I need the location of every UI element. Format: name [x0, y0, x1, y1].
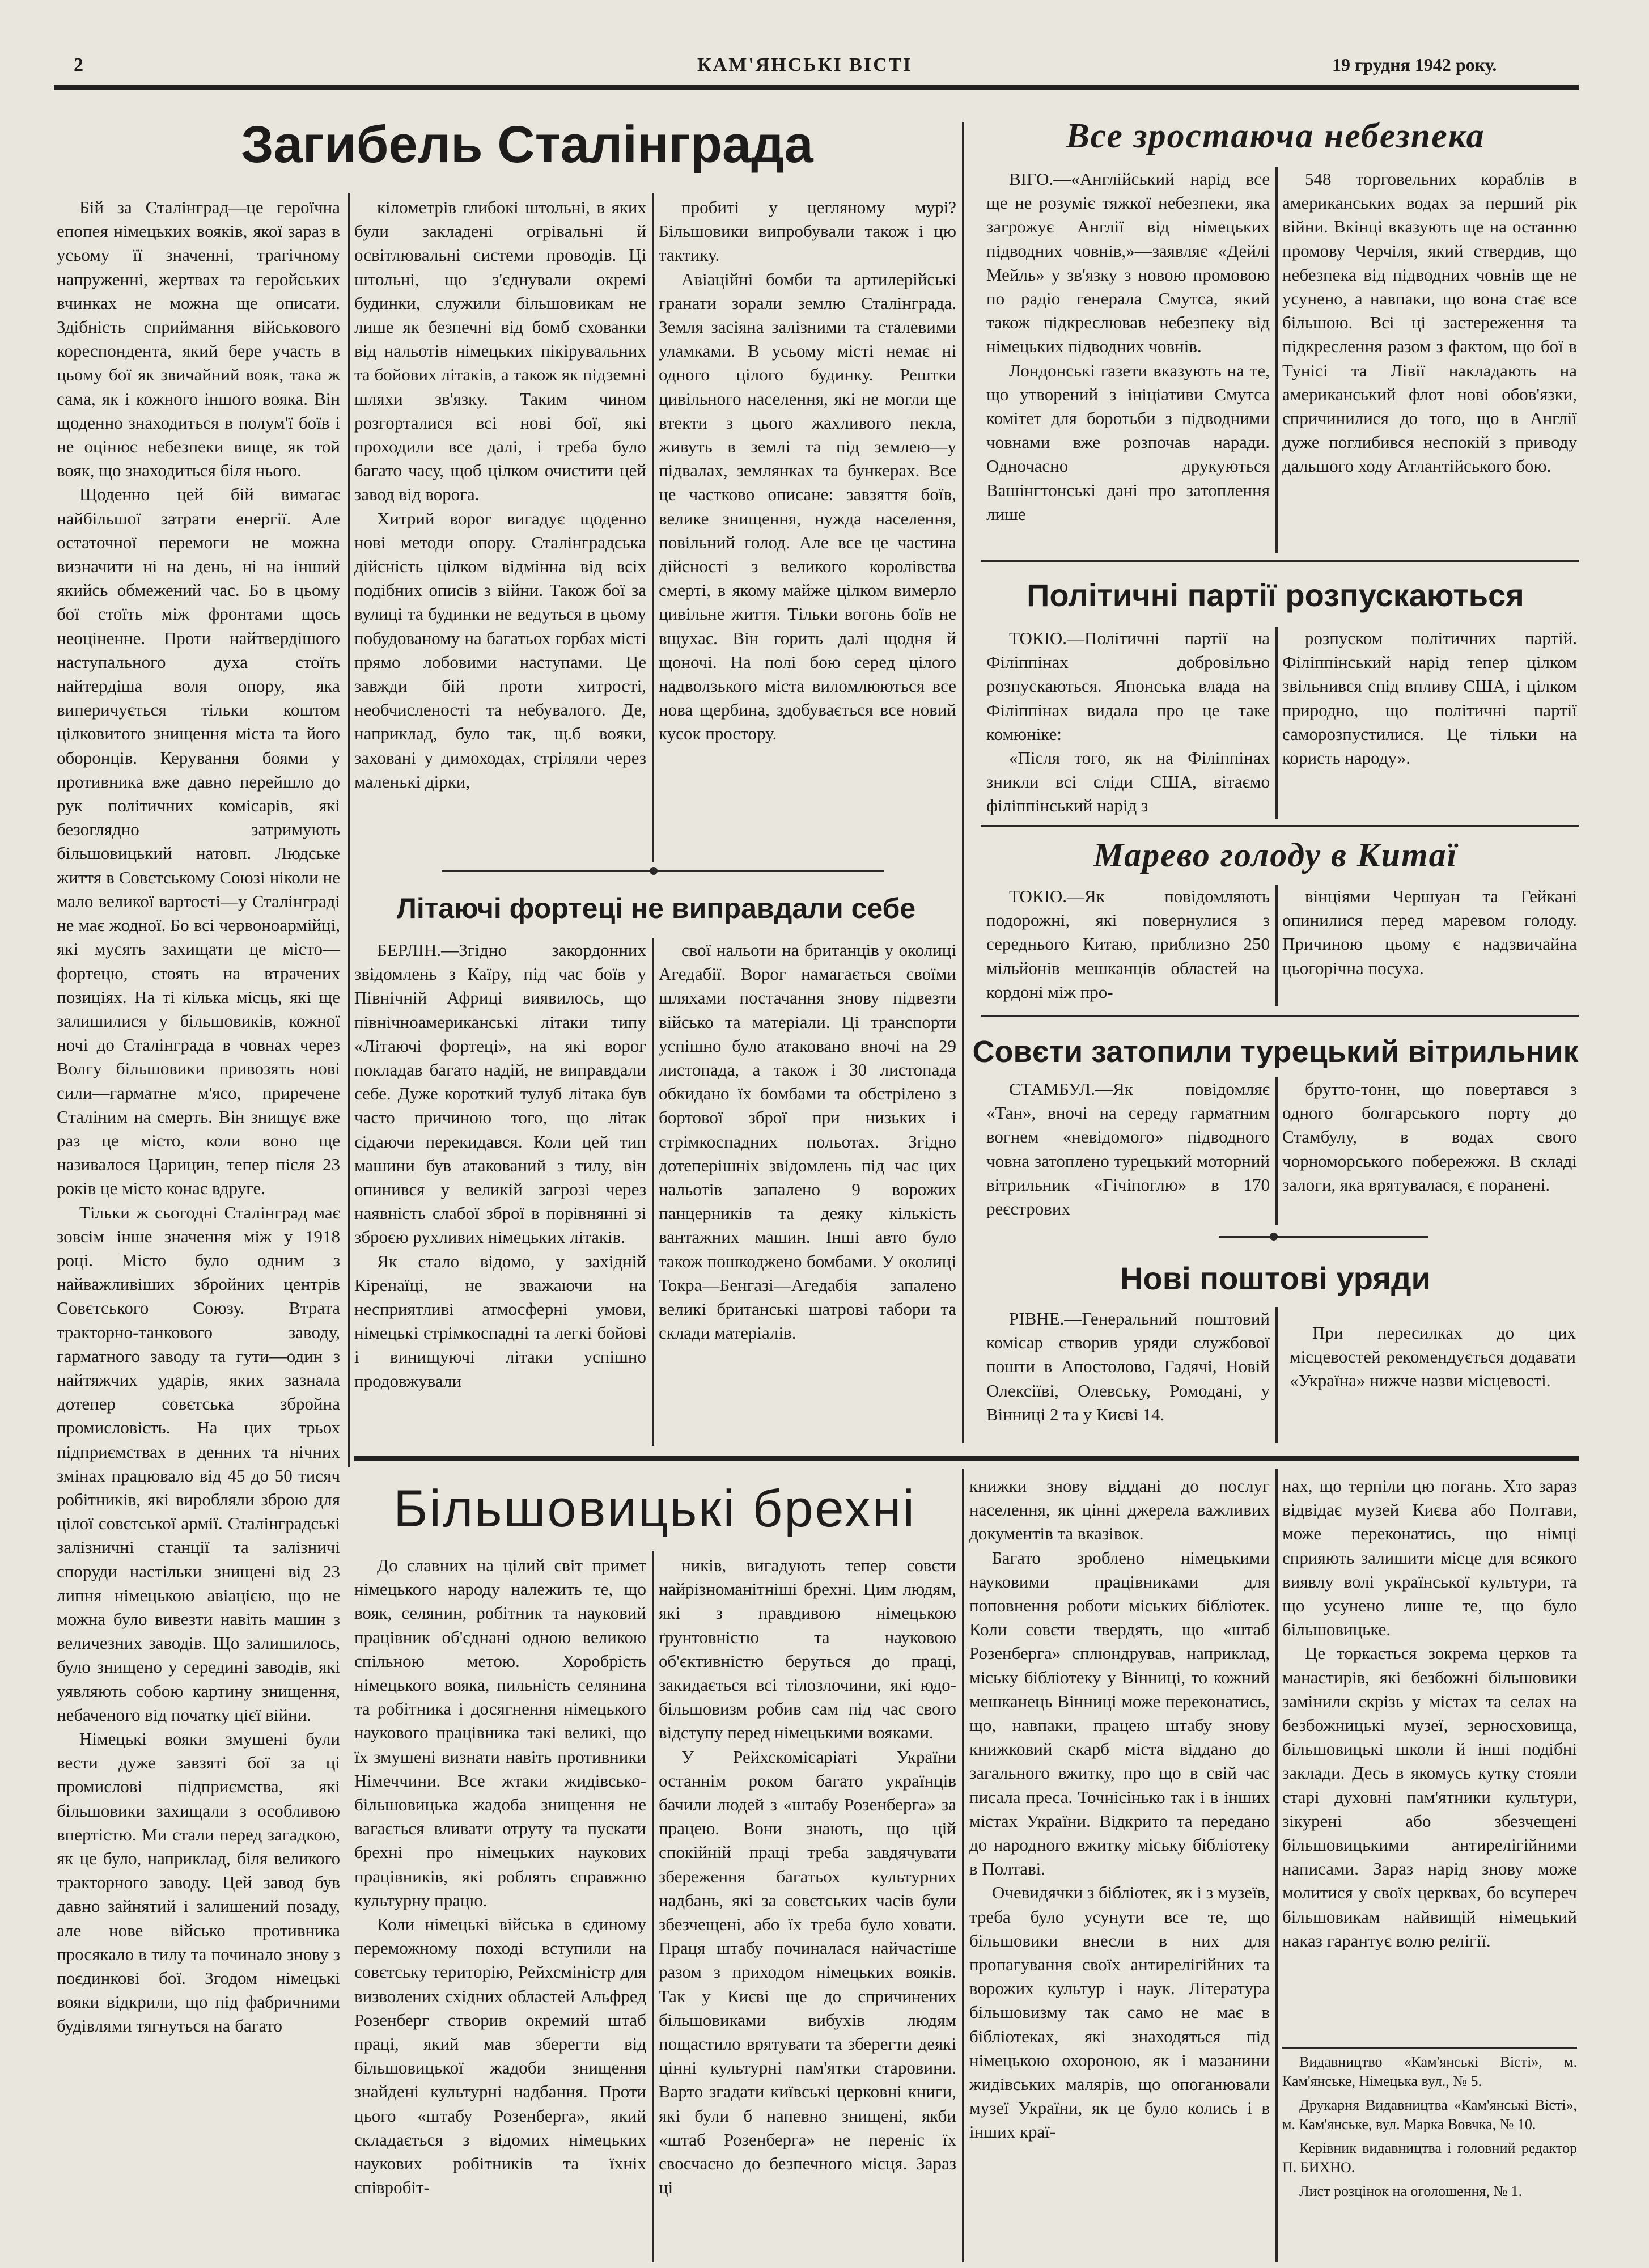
paragraph: Хитрий ворог вигадує щоденно нові методи опору. Сталінградська дійсність цілком відмінна від всіх подібних описів з війни. Також бої за вулиці та будинки не ведуться в цьому побудованому на багатьох горбах місті прямо лобовими наступами. Це завжди бій проти хитрості, необчисленості та небувалого. Де, наприклад, було так, щ.б вояки, заховані у димоходах, стріляли через маленькі дірки,	[354, 508, 646, 792]
imprint-editor: Керівник видавництва і головний редактор П. БИХНО.	[1282, 2140, 1577, 2176]
paragraph: Тільки ж сьогодні Сталінград має зовсім інше значення між у 1918 році. Місто було одним з найважливіших збройних центрів Совєтського Союзу. Втрата тракторно-танкового заводу, гарматного заводу та гути—один з найтяжчих ударів, яких зазнала дотепер совєтська збройна промисловість. На цих трьох підприємствах в денних та нічних змінах працювало від 45 до 50 тисяч робітників, які виробляли зброю для цілої совєтської армії. Сталінградські залізничні станції та залізничі споруди настільки знищені від 23 липня німецькою авіацією, що не можна було вивезти навіть машин з величезних заводів. Що залишилось, було знищено у середині заводів, які уявляють собою картину знищення, небаченого від початку цієї війни.	[57, 1202, 340, 1725]
newspaper-name: КАМ'ЯНСЬКІ ВІСТІ	[697, 54, 913, 75]
paragraph: СТАМБУЛ.—Як повідомляє «Тан», вночі на середу гарматним вогнем «невідомого» підводного човна затоплено турецький моторний вітрильник «Гічіпоглю» в 170 реєстрових	[986, 1079, 1270, 1219]
section-divider	[981, 825, 1579, 827]
divider-dot	[650, 867, 658, 875]
column-divider	[962, 1469, 964, 2262]
paragraph: 548 торговельних кораблів в американських водах за перший рік війни. Вкінці вказують ще на останню промову Черчіля, який ствердив, що небезпека від підводних човнів ще не усунено, а навпаки, що вона стає все більшою. Всі ці застереження та підкреслення разом з фактом, що бої в Тунісі та Лівії накладають на американський флот нові обов'язки, спричинилися до того, що в Англії дуже поглибився неспокій з приводу дальшого ходу Атлантійського бою.	[1282, 169, 1577, 476]
issue-date: 19 грудня 1942 року.	[1332, 54, 1497, 75]
paragraph: кілометрів глибокі штольні, в яких були закладені огрівальні й освітлювальні системи проводів. Ці штольні, що з'єднували окремі будинки, служили більшовикам не лише як безпечні від бомб схованки від нальотів німецьких пікірувальних та бойових літаків, а також як підземні шляхи зв'язку. Таким чином розгорталися всі нові бої, які проходили все далі, і треба було багато часу, щоб цілком очистити цей завод від ворога.	[354, 197, 646, 505]
paragraph: ників, вигадують тепер совєти найрізноманітніші брехні. Цим людям, які з правдивою німецькою ґрунтовністю та науковою об'єктивністю беруться до праці, закидається всі тілозлочини, які юдо-більшовизм робив сам під час свого відступу перед німецькими вояками.	[659, 1555, 956, 1743]
article-title-famine: Марево голоду в Китаї	[1093, 836, 1458, 874]
column-divider	[652, 1551, 654, 2262]
paragraph: Лондонські газети вказують на те, що утворений з ініціативи Смутса комітет для боротьби з підводними човнами вже розпочав наради. Одночасно друкуються Вашінгтонські дані про затоплення лише	[986, 360, 1270, 524]
sailboat-column-2	[1282, 1077, 1577, 1225]
post-column-1	[986, 1307, 1270, 1443]
paragraph: Щоденно цей бій вимагає найбільшої затрати енергії. Але остаточної перемоги не можна визначити ні на день, ні на інший якийсь обмежений час. Бо в цьому бої стоїть між фронтами щось неоціненне. Проти найтвердішого наступального духа стоїть найтердіша воля опору, яка виперичується тільки коштом цілковитого знищення міста та його оборонців. Керування боями у противника вже давно перейшло до рук політичних комісарів, які безоглядно затримують більшовицький натовп. Людське життя в Совєтському Союзі ніколи не мало великої вартості—у Сталінграді не має жодної. Бо всі червоноармійці, які мусять захищати це місто—фортецю, стоять на втрачених позиціях. На ті кілька місць, які ще залишилися у більшовиків, кожної ночі до Сталінграда в човнах через Волгу більшовики привозять нові сили—гарматне м'ясо, приречене Сталіним на смерть. Він знищує вже раз це місто, коли воно ще називалося Царицин, тепер після 23 років це місто конає вдруге.	[57, 484, 340, 1199]
paragraph: ТОКІО.—Політичні партії на Філіппінах добровільно розпускаються. Японська влада на Філіппінах видала про це таке комюніке:	[986, 628, 1270, 744]
paragraph: книжки знову віддані до послуг населення, як цінні джерела важливих документів та вказівок.	[969, 1476, 1270, 1544]
danger-column-2	[1282, 167, 1577, 553]
imprint-price-list: Лист розцінок на оголошення, № 1.	[1299, 2183, 1523, 2199]
famine-column-1	[986, 885, 1270, 1006]
paragraph: Очевидячки з бібліотек, як і з музеїв, треба було усунути все те, що більшовики внесли в них для пропагування своїх антирелігійних та ворожих культур і наук. Література більшовизму так само не має в бібліотеках, які знаходяться під німецькою охороною, як і мазанини жидівських малярів, що опоганювали музеї України, як це було колись і в інших краї-	[969, 1882, 1270, 2142]
paragraph: РІВНЕ.—Генеральний поштовий комісар створив уряди службової пошти в Апостолово, Гадячі, Новій Олексіїві, Олевську, Ромодані, у Вінниці 2 та у Києві 14.	[986, 1309, 1270, 1424]
imprint-divider	[1282, 2047, 1577, 2049]
paragraph: Авіаційні бомби та артилерійські гранати зорали землю Сталінграда. Земля засіяна залізними та сталевими уламками. В усьому місті немає ні одного цілого будинку. Рештки цивільного населення, які не могли ще втекти з цього жахливого пекла, живуть в землі та під землею—у підвалах, землянках та бункерах. Все це частково описане: завзяття боїв, велике знищення, нужда населення, повільний голод. Але все це частина дійсності з великого королівства смерті, в якому майже цілком вимерло цивільне життя. Тільки вогонь боїв не вщухає. Він горить далі щодня й щоночі. На полі бою серед цілого надволзького міста виломлюються все нова щербина, здобувається все новий кусок простору.	[659, 269, 956, 744]
column-divider	[1275, 1307, 1278, 1443]
article-title-danger: Все зростаюча небезпека	[1066, 117, 1485, 155]
sailboat-column-1	[986, 1077, 1270, 1225]
paragraph: Бій за Сталінград—це героїчна епопея німецьких вояків, якої зараз в усьому її значенні, трагічному напруженні, жертвах та геройських вчинках не можна ще описати. Здібність сприймання військового кореспондента, який бере участь в цьому бої як звичайний вояк, така ж сама, як і кожного іншого вояка. Він щоденно знаходиться в полум'ї боїв і не оцінює небезпеки вище, як той вояк, що знаходиться біля нього.	[57, 197, 340, 481]
column-divider	[1275, 1469, 1278, 2262]
article-title-post: Нові поштові уряди	[1120, 1260, 1431, 1296]
divider-dot	[1270, 1233, 1278, 1241]
stalingrad-column-2	[354, 196, 646, 865]
article-title-stalingrad: Загибель Сталінграда	[241, 116, 813, 174]
imprint-block	[1282, 2053, 1577, 2262]
paragraph: Коли німецькі війська в єдиному переможному поході вступили на совєтську територію, Рейхсміністр для визволених східних областей Альфред Розенберг створив окремий штаб праці, який мав зберегти від більшовицької жадоби знищення знайдені культурні надбання. Проти цього «штабу Розенберга», який складається з відомих німецьких наукових робітників та їхніх співробіт-	[354, 1914, 646, 2198]
paragraph: свої нальоти на британців у околиці Агедабії. Ворог намагається своїми шляхами постачання знову підвезти військо та матеріали. Ці транспорти успішно було атаковано вночі на 29 листопада, а також і 30 листопада обкидано їх бомбами та обстрілено з бортової зброї при низьких і стрімкоспадних польотах. Згідно дотеперішніх звідомлень під час цих нальотів запалено 9 ворожих панцерників та деяку кількість вантажних машин. Інші авто було також пошкоджено бомбами. У околиці Токра—Бенгазі—Агедабія запалено великі британські шатрові табори та склади матеріалів.	[659, 940, 956, 1343]
section-divider	[442, 870, 884, 872]
paragraph: вінціями Чершуан та Гейкані опинилися перед маревом голоду. Причиною цьому є надзвичайна цьогорічна посуха.	[1282, 886, 1577, 978]
fortresses-column-2	[659, 938, 956, 1443]
section-divider	[981, 560, 1579, 562]
paragraph: брутто-тонн, що повертався з одного болгарського порту до Стамбулу, в водах свого чорноморського побережжя. В складі залоги, яка врятувалася, є поранені.	[1282, 1079, 1577, 1195]
paragraph: У Рейхскомісаріаті України останнім роком багато українців бачили людей з «штабу Розенберга» за працею. Вони знають, що цій спокійній праці треба завдячувати збереження багатьох культурних надбань, які за совєтських часів були збезчещені, або їх треба було ховати. Праця штабу починалася найчастіше разом з приходом німецьких вояків. Так у Києві ще до спричинених більшовиками вибухів людям пощастило врятувати та зберегти деякі цінні культурні пам'ятки старовини. Варто згадати київські церковні книги, які були б напевно знищені, якби «штаб Розенберга» не переніс їх своєчасно до безпечного місця. Зараз ці	[659, 1746, 956, 2198]
header-rule	[54, 85, 1579, 90]
famine-column-2	[1282, 885, 1577, 1006]
fortresses-column-1	[354, 938, 646, 1443]
stalingrad-column-3	[659, 196, 956, 865]
stalingrad-column-1	[57, 196, 340, 2036]
article-title-sailboat: Совєти затопили турецький вітрильник	[972, 1035, 1579, 1069]
paragraph: «Після того, як на Філіппінах зникли всі сліди США, вітаємо філіппінський нарід з	[986, 748, 1270, 816]
lies-column-3	[969, 1474, 1270, 2259]
page-number: 2	[74, 54, 83, 75]
paragraph: До славних на цілий світ примет німецького народу належить те, що вояк, селянин, робітник та науковий працівник об'єднані одною великою спільною метою. Хоробрість німецького вояка, пильність селянина та робітника і досягнення німецького наукового працівника такі великі, що їх змушені визнати навіть противники Німеччини. Все жтаки жидівсько-більшовицька жадоба знищення не вагається вливати отруту та пускати брехні про німецьких наукових працівників, які роблять справжню культурну працю.	[354, 1555, 646, 1910]
lies-column-1	[354, 1554, 646, 2259]
column-divider	[652, 193, 654, 862]
section-rule	[354, 1456, 1579, 1461]
paragraph: При пересилках до цих місцевостей рекомендується додавати «Україна» нижче назви місцевості.	[1290, 1323, 1576, 1391]
danger-column-1	[986, 167, 1270, 553]
paragraph: розпуском політичних партій. Філіппінський нарід тепер цілком звільнився спід впливу США, і цілком природно, що політичні партії саморозпустилися. Це тільки на користь народу».	[1282, 628, 1577, 768]
column-divider	[348, 193, 350, 1467]
imprint-printer: Друкарня Видавництва «Кам'янські Вісті», м. Кам'янське, вул. Марка Вовчка, № 10.	[1282, 2097, 1577, 2132]
paragraph: Багато зроблено німецькими науковими працівниками для поповнення роботи міських бібліотек. Коли совєти твердять, що «штаб Розенберга» сплюндрував, наприклад, міську бібліотеку у Вінниці, то кожний мешканець Вінниці може переконатись, що, навпаки, працею штабу знову книжковий скарб міста віддано до загального вжитку, про що в свій час писала преса. Точнісінько так і в інших містах України. Відкрито та передано до народного вжитку міську бібліотеку в Полтаві.	[969, 1547, 1270, 1879]
paragraph: ТОКІО.—Як повідомляють подорожні, які повернулися з середнього Китаю, приблизно 250 мільйонів мешканців областей на кордоні між про-	[986, 886, 1270, 1002]
article-title-lies: Більшовицькі брехні	[393, 1480, 916, 1538]
paragraph: БЕРЛІН.—Згідно закордонних звідомлень з Каїру, під час боїв у Північній Африці виявилось, що північноамериканські літаки типу «Літаючі фортеці», на які ворог покладав багато надій, не виправдали себе. Дуже короткий тулуб літака був часто причиною того, що літак сідаючи перекидався. Коли цей тип машини був атакований з тилу, він опинився у великій загрозі через наявність слабої зброї в порівнянні зі зброєю рухливих німецьких літаків.	[354, 940, 646, 1247]
column-divider	[1275, 1077, 1278, 1225]
lies-column-2	[659, 1554, 956, 2259]
paragraph: Це торкається зокрема церков та манастирів, які безбожні більшовики замінили скрізь у містах та селах на безбожницькі музеї, зерносховища, більшовицькі школи й інші подібні заклади. Десь в якомусь кутку стояли старі духовні пам'ятники культури, зікурені або збезчещені більшовицькими антирелігійними написами. Зараз нарід знову може молитися у своїх церквах, бо всупереч більшовикам найвищій німецький наказ гарантує волю релігії.	[1282, 1643, 1577, 1950]
section-divider	[1219, 1236, 1428, 1238]
section-divider-vertical	[962, 122, 964, 1443]
column-divider	[1275, 167, 1278, 553]
parties-column-2	[1282, 627, 1577, 819]
paragraph: нах, що терпіли цю погань. Хто зараз відвідає музей Києва або Полтави, може переконатись, що німці сприяють залишити місце для всякого виявлу волі української культури, та що усунено лише те, що було більшовицьке.	[1282, 1476, 1577, 1640]
imprint-publisher: Видавництво «Кам'янські Вісті», м. Кам'янське, Німецька вул., № 5.	[1282, 2054, 1577, 2089]
column-divider	[652, 938, 654, 1446]
paragraph: Німецькі вояки змушені були вести дуже завзяті бої за ці промислові підприємства, які більшовики захищали з особливою впертістю. Ми стали перед загадкою, як це було, наприклад, біля великого тракторного заводу. Цей завод був давно зайнятий і залишений позаду, але нове військо противника просякало в тилу та починало знову з поєдинкові бої. Згодом німецькі вояки відкрили, що під фабричними будівлями тягнуться на багато	[57, 1729, 340, 2036]
lies-column-4	[1282, 1474, 1577, 2041]
article-title-fortresses: Літаючі фортеці не виправдали себе	[396, 892, 916, 924]
paragraph: Як стало відомо, у західній Кіренаїці, не зважаючи на несприятливі атмосферні умови, німецькі стрімкоспадні та легкі бойові і винищуючі літаки успішно продовжували	[354, 1251, 646, 1391]
paragraph: пробиті у цегляному мурі? Більшовики випробували також і цю тактику.	[659, 197, 956, 265]
article-title-parties: Політичні партії розпускаються	[1027, 577, 1524, 613]
column-divider	[1275, 627, 1278, 819]
paragraph: ВІГО.—«Англійський нарід все ще не розуміє тяжкої небезпеки, яка загрожує Англії від німецьких підводних човнів,»—заявляє «Дейлі Мейль» у зв'язку з новою промовою по радіо генерала Смутса, який також підкреслював небезпеку від німецьких підводних човнів.	[986, 169, 1270, 357]
column-divider	[1275, 885, 1278, 1006]
post-column-2	[1290, 1321, 1576, 1435]
parties-column-1	[986, 627, 1270, 819]
section-divider	[981, 1015, 1579, 1017]
